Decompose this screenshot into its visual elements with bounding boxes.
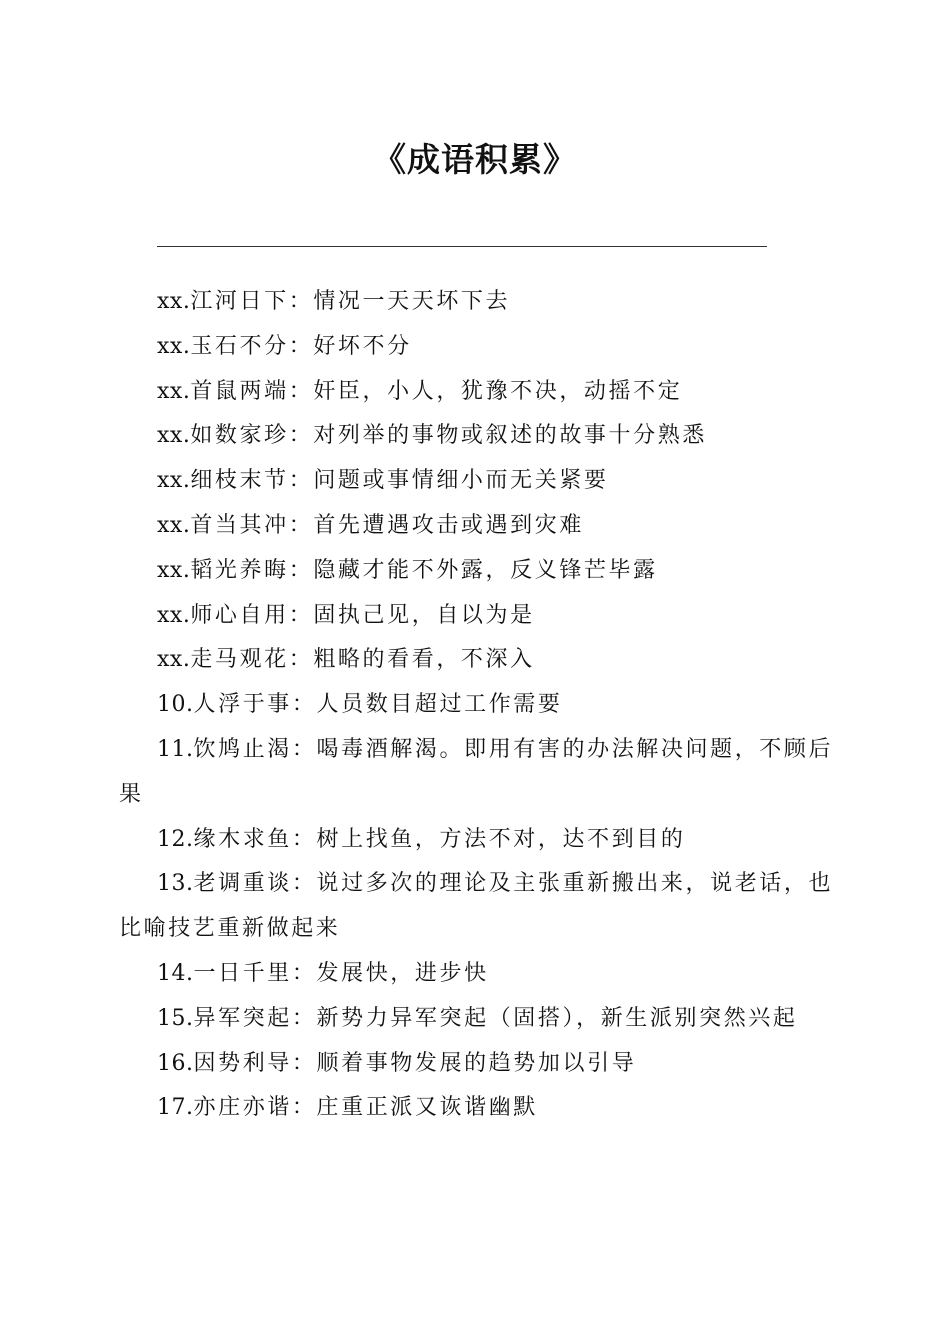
entry-text: 饮鸠止渴：喝毒酒解渴。即用有害的办法解决问题，不顾后果 bbox=[119, 736, 834, 807]
list-item bbox=[119, 728, 839, 818]
entry-text: 一日千里：发展快，进步快 bbox=[193, 960, 489, 986]
entry-text: 江河日下：情况一天天坏下去 bbox=[190, 289, 511, 314]
list-item bbox=[119, 370, 839, 415]
list-item bbox=[119, 997, 839, 1042]
entry-text: 韬光养晦：隐藏才能不外露，反义锋芒毕露 bbox=[190, 557, 658, 583]
entry-number: 15. bbox=[157, 1005, 194, 1031]
document-title: 《成语积累》 bbox=[373, 140, 577, 179]
entry-number: 13. bbox=[157, 871, 194, 897]
entry-text: 首当其冲：首先遭遇攻击或遇到灾难 bbox=[190, 512, 584, 538]
entry-text: 老调重谈：说过多次的理论及主张重新搬出来，说老话，也比喻技艺重新做起来 bbox=[119, 871, 834, 942]
entry-text: 亦庄亦谐：庄重正派又诙谐幽默 bbox=[193, 1095, 538, 1121]
list-item bbox=[119, 1086, 839, 1131]
entry-text: 如数家珍：对列举的事物或叙述的故事十分熟悉 bbox=[190, 423, 707, 449]
list-item bbox=[119, 325, 839, 370]
entry-number: xx. bbox=[157, 289, 191, 314]
idiom-list bbox=[119, 280, 839, 1131]
entry-text: 细枝末节：问题或事情细小而无关紧要 bbox=[190, 468, 609, 494]
entry-text: 玉石不分：好坏不分 bbox=[190, 333, 412, 359]
entry-text: 因势利导：顺着事物发展的趋势加以引导 bbox=[193, 1050, 637, 1076]
entry-number: 16. bbox=[157, 1050, 194, 1076]
entry-text: 缘木求鱼：树上找鱼，方法不对，达不到目的 bbox=[193, 826, 686, 852]
entry-number: xx. bbox=[157, 557, 191, 583]
entry-number: xx. bbox=[157, 468, 191, 494]
list-item bbox=[119, 952, 839, 997]
list-item bbox=[119, 638, 839, 683]
list-item bbox=[119, 549, 839, 594]
entry-number: xx. bbox=[157, 602, 191, 628]
list-item bbox=[119, 683, 839, 728]
entry-text: 人浮于事：人员数目超过工作需要 bbox=[193, 692, 563, 718]
entry-number: 17. bbox=[157, 1095, 194, 1121]
entry-text: 首鼠两端：奸臣，小人，犹豫不决，动摇不定 bbox=[190, 378, 683, 404]
entry-number: xx. bbox=[157, 423, 191, 449]
entry-text: 异军突起：新势力异军突起（固搭），新生派别突然兴起 bbox=[193, 1005, 798, 1031]
list-item bbox=[119, 818, 839, 863]
entry-number: 12. bbox=[157, 826, 194, 852]
list-item bbox=[119, 1042, 839, 1087]
list-item bbox=[119, 862, 839, 952]
horizontal-divider bbox=[157, 246, 767, 247]
entry-text: 走马观花：粗略的看看，不深入 bbox=[190, 647, 535, 673]
entry-number: xx. bbox=[157, 647, 191, 673]
list-item bbox=[119, 504, 839, 549]
entry-number: xx. bbox=[157, 378, 191, 404]
entry-text: 师心自用：固执己见，自以为是 bbox=[190, 602, 535, 628]
list-item bbox=[119, 459, 839, 504]
entry-number: 10. bbox=[157, 692, 194, 718]
list-item bbox=[119, 594, 839, 639]
list-item bbox=[119, 414, 839, 459]
entry-number: 14. bbox=[157, 960, 194, 986]
list-item bbox=[119, 280, 839, 325]
entry-number: 11. bbox=[157, 736, 194, 762]
entry-number: xx. bbox=[157, 512, 191, 538]
entry-number: xx. bbox=[157, 333, 191, 359]
